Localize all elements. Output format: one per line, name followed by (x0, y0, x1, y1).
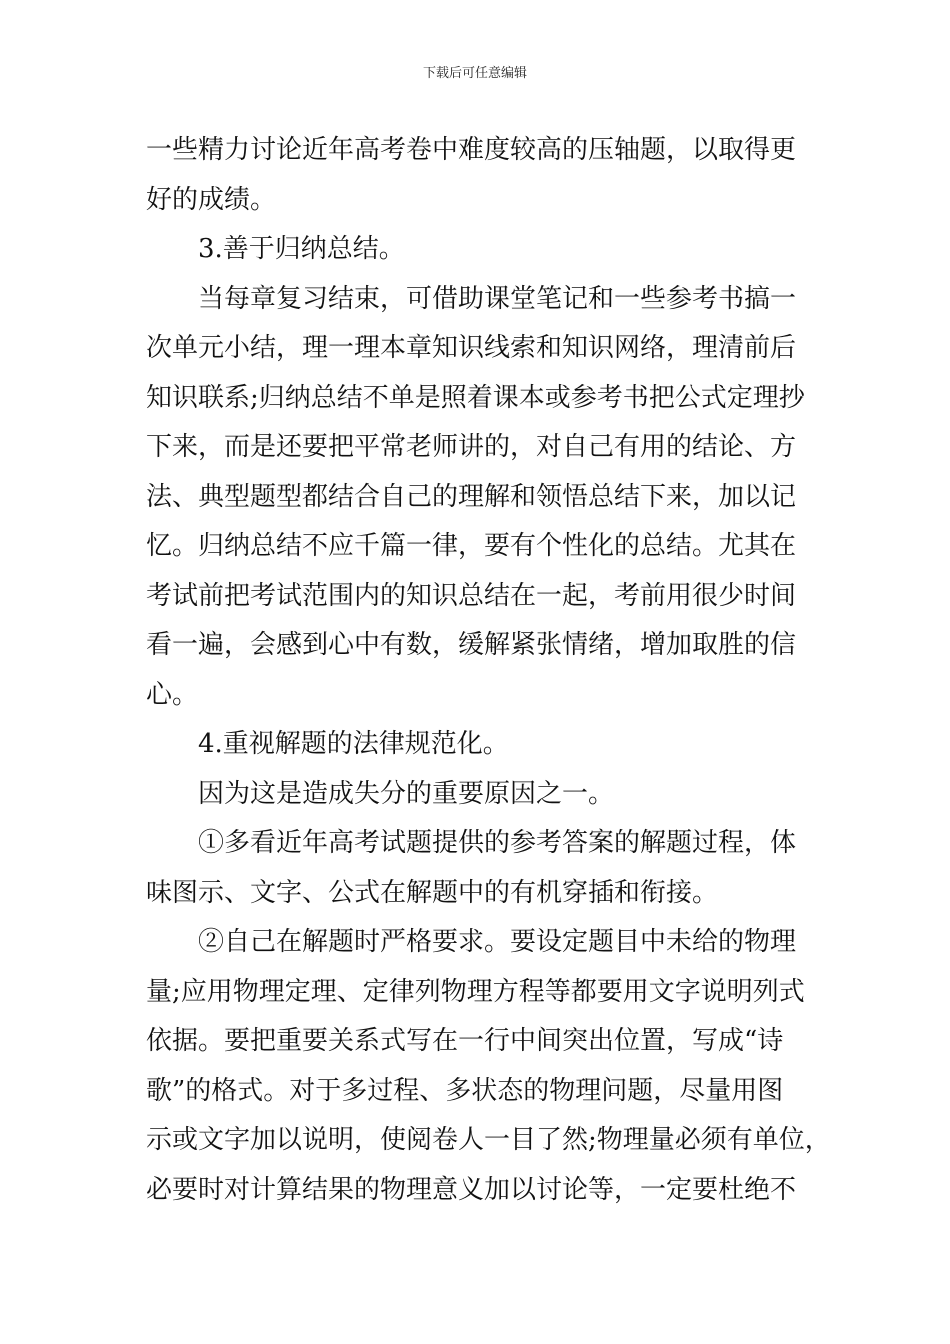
section-heading: 4.重视解题的法律规范化。 (198, 729, 509, 759)
text-line: ②自己在解题时严格要求。要设定题目中未给的物理 (198, 927, 797, 957)
section-heading: 3.善于归纳总结。 (198, 234, 405, 264)
text-line: 次单元小结，理一理本章知识线索和知识网络，理清前后 (146, 333, 797, 363)
text-line: 考试前把考试范围内的知识总结在一起，考前用很少时间 (146, 580, 797, 611)
text-line: 好的成绩。 (146, 184, 277, 215)
text-line: 依据。要把重要关系式写在一行中间突出位置，写成“诗 (146, 1026, 784, 1056)
text-line: 一些精力讨论近年高考卷中难度较高的压轴题，以取得更 (146, 135, 797, 165)
text-line: 忆。归纳总结不应千篇一律，要有个性化的总结。尤其在 (146, 531, 797, 561)
text-line: 必要时对计算结果的物理意义加以讨论等，一定要杜绝不 (146, 1174, 797, 1205)
text-line: 知识联系;归纳总结不单是照着课本或参考书把公式定理抄 (146, 382, 805, 413)
text-line: 当每章复习结束，可借助课堂笔记和一些参考书搞一 (198, 283, 797, 314)
text-line: 心。 (146, 679, 199, 710)
text-line: 因为这是造成失分的重要原因之一。 (198, 778, 615, 809)
text-line: 下来，而是还要把平常老师讲的，对自己有用的结论、方 (146, 432, 797, 462)
page-header: 下载后可任意编辑 (422, 66, 527, 81)
text-line: ①多看近年高考试题提供的参考答案的解题过程，体 (198, 828, 797, 858)
text-line: 歌”的格式。对于多过程、多状态的物理问题，尽量用图 (146, 1075, 784, 1106)
text-line: 味图示、文字、公式在解题中的有机穿插和衔接。 (146, 877, 719, 908)
text-line: 法、典型题型都结合自己的理解和领悟总结下来，加以记 (146, 481, 797, 512)
document-body (146, 126, 831, 1215)
text-line: 看一遍，会感到心中有数，缓解紧张情绪，增加取胜的信 (146, 630, 797, 660)
text-line: 量;应用物理定理、定律列物理方程等都要用文字说明列式 (146, 976, 805, 1007)
text-line: 示或文字加以说明，使阅卷人一目了然;物理量必须有单位， (146, 1125, 831, 1155)
